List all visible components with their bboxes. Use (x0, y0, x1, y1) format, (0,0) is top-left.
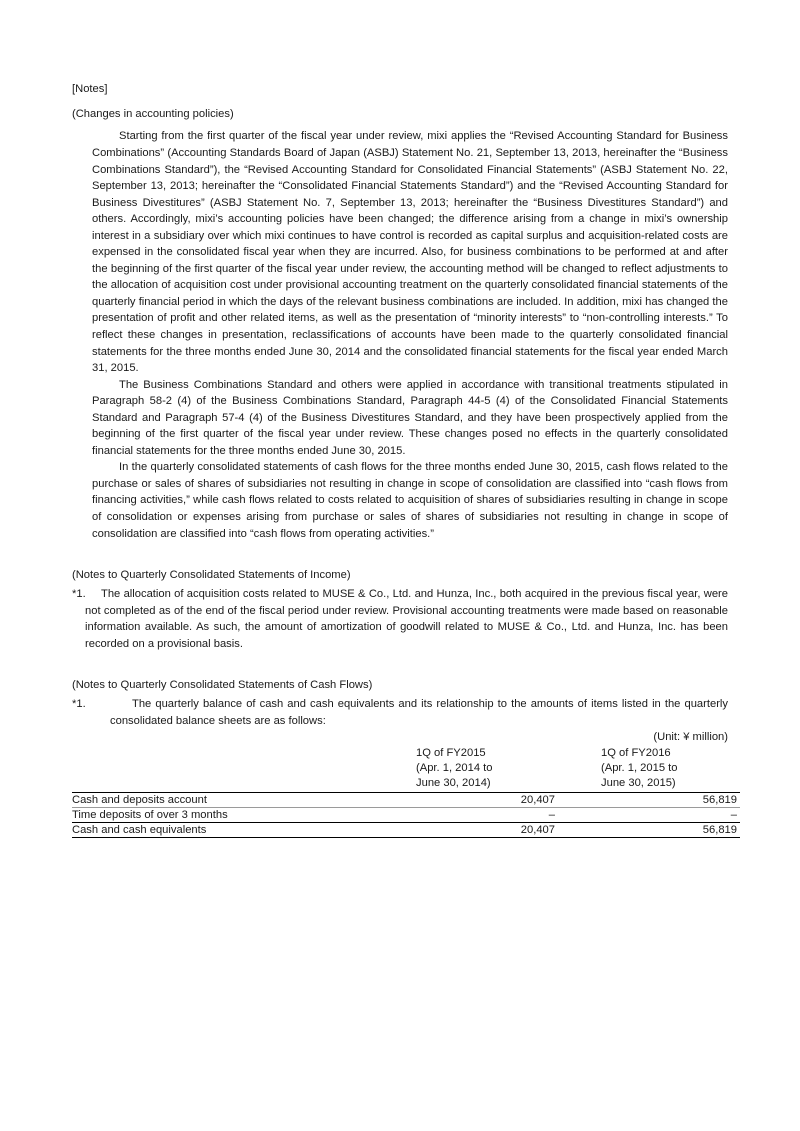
table-header-fy2016-line3: June 30, 2015) (601, 777, 676, 790)
income-notes-heading: (Notes to Quarterly Consolidated Statements of Income) (72, 569, 351, 582)
cashflow-note-item (72, 696, 728, 729)
cashflow-notes-heading: (Notes to Quarterly Consolidated Statements of Cash Flows) (72, 678, 373, 691)
document-content (72, 82, 737, 838)
table-header-fy2016-line1: 1Q of FY2016 (601, 746, 671, 759)
cashflow-note-text: The quarterly balance of cash and cash equivalents and its relationship to the amounts of items listed in the quarterly consolidated balance sheets are as follows: (110, 698, 728, 727)
table-row (72, 822, 740, 837)
paragraph-cash-flow-classification: In the quarterly consolidated statements of cash flows for the three months ended June 30, 2015, cash flows related to the purchase or sales of shares of subsidiaries not resulting in change in scope of consolidation are classified into “cash flows from financing activities,” while cash flows related to costs related to acquisition of shares of subsidiaries resulting in change in scope of consolidation or expenses arising from purchase or sales of shares of subsidiaries not resulting in change in scope of consolidation are classified into “cash flows from operating activities.” (92, 461, 728, 540)
cashflow-note-marker: *1. (72, 698, 86, 711)
income-note-marker: *1. (72, 588, 86, 601)
row-value-time-deposits-fy2016: – (555, 807, 740, 822)
table-header-row (72, 746, 740, 792)
unit-label: (Unit: ¥ million) (653, 730, 728, 743)
table-header-fy2015-line1: 1Q of FY2015 (416, 746, 486, 759)
row-value-time-deposits-fy2015: – (370, 807, 555, 822)
row-label-cash-equivalents: Cash and cash equivalents (72, 822, 370, 837)
table-row (72, 807, 740, 822)
row-label-cash-deposits: Cash and deposits account (72, 792, 370, 807)
row-label-time-deposits: Time deposits of over 3 months (72, 807, 370, 822)
row-value-cash-equivalents-fy2015: 20,407 (370, 822, 555, 837)
notes-heading: [Notes] (72, 83, 108, 95)
table-header-fy2016-line2: (Apr. 1, 2015 to (601, 762, 678, 775)
table-header-fy2015-line2: (Apr. 1, 2014 to (416, 762, 493, 775)
cash-equivalents-table (72, 746, 740, 838)
table-row (72, 792, 740, 807)
table-header-fy2016 (555, 746, 740, 792)
changes-in-accounting-policies-heading: (Changes in accounting policies) (72, 108, 234, 121)
table-header-blank (72, 746, 370, 792)
income-note-text: The allocation of acquisition costs related to MUSE & Co., Ltd. and Hunza, Inc., both acquired in the previous fiscal year, were not completed as of the end of the fiscal period under review. Provisional accounting treatments were made based on reasonable information available. As such, the amount of amortization of goodwill related to MUSE & Co., Ltd. and Hunza, Inc. has been recorded on a provisional basis. (85, 588, 728, 650)
paragraph-accounting-standards: Starting from the first quarter of the fiscal year under review, mixi applies the “Revised Accounting Standard for Business Combinations” (Accounting Standards Board of Japan (ASBJ) Statement No. 21, September 13, 2013, hereinafter the “Business Combinations Standard”), the “Revised Accounting Standard for Consolidated Financial Statements” (ASBJ Statement No. 22, September 13, 2013; hereinafter the “Consolidated Financial Statements Standard”) and the “Revised Accounting Standard for Business Divestitures” (ASBJ Statement No. 7, September 13, 2013; hereinafter the “Business Divestitures Standard”) and others. Accordingly, mixi’s accounting policies have been changed; the difference arising from a change in mixi’s ownership interest in a subsidiary over which mixi continues to have control is recorded as capital surplus and acquisition-related costs are expensed in the consolidated fiscal year when they are incurred. Also, for business combinations to be performed at and after the beginning of the first quarter of the fiscal year under review, the accounting method will be changed to reflect adjustments to the allocation of acquisition cost under provisional accounting treatment on the quarterly consolidated financial statements of the quarterly financial period in which the days of the relevant business combinations are included. In addition, mixi has changed the presentation of profit and other related items, as well as the presentation of “minority interests” to “non-controlling interests.” To reflect these changes in presentation, reclassifications of accounts have been made to the quarterly consolidated financial statements for the three months ended June 30, 2014 and the consolidated financial statements for the fiscal year ended March 31, 2015. (92, 130, 728, 375)
row-value-cash-deposits-fy2016: 56,819 (555, 792, 740, 807)
row-value-cash-deposits-fy2015: 20,407 (370, 792, 555, 807)
row-value-cash-equivalents-fy2016: 56,819 (555, 822, 740, 837)
table-header-fy2015-line3: June 30, 2014) (416, 777, 491, 790)
income-note-item (72, 586, 728, 652)
table-header-fy2015 (370, 746, 555, 792)
paragraph-transitional-treatments: The Business Combinations Standard and others were applied in accordance with transitional treatments stipulated in Paragraph 58-2 (4) of the Business Combinations Standard, Paragraph 44-5 (4) of the Consolidated Financial Statements Standard and Paragraph 57-4 (4) of the Business Divestitures Standard, and they have been prospectively applied from the beginning of the first quarter of the fiscal year under review. These changes posed no effects in the quarterly consolidated financial statements for the three months ended June 30, 2015. (92, 378, 728, 457)
